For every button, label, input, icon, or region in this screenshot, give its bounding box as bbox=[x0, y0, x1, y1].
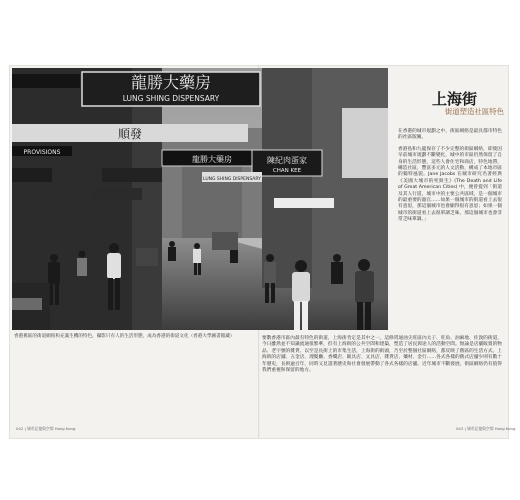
body-paragraph-1: 在香港的城市規劃之中，街區網絡是最具都市特色的社區版圖。 bbox=[398, 129, 502, 141]
sign-chan-kee-chinese: 陳紀肉蛋家 bbox=[267, 156, 307, 165]
sign-lung-shing-english: LUNG SHING DISPENSARY bbox=[122, 94, 220, 103]
sign-lung-shing-small-english: LUNG SHING DISPENSARY bbox=[203, 177, 261, 182]
sign-chan-kee-english: CHAN KEE bbox=[272, 168, 302, 174]
page-title: 上海街 bbox=[432, 90, 478, 108]
folio-right: 043 | 城市記憶與空間 Hong Kong bbox=[456, 426, 516, 431]
sign-provisions: PROVISIONS bbox=[23, 149, 61, 156]
street-photo bbox=[12, 68, 388, 330]
body-column-right bbox=[398, 129, 502, 229]
body-column-bottom bbox=[262, 336, 502, 374]
body-paragraph-3: 要數香港市區內最有特色的街道，上海街肯定是其中之一。這條貫通油尖旺區內太子、旺角、油麻地、佐敦的街道，今日雖然並不知識流通很繁華，但有上海街的公共空間和建築，塑造了居民與途人的活動空間。無論是店舖販賣的物品、老字號的雜貨、以至是長街上的市集生活，上海街的街頭，乃至於整個社區網絡，都反映了舊區的生活方式。上海街的店舖、五金店、理髮廳、香燭店、飯具店、文具店、雜貨店、藥材、金行……各式各樣的舊式店舖少則有數十年歷史，長則逾百年，同時又見證著歷史和社會發展帶動了各式各樣的店舖。近年城市不斷發展，街區網絡仍有值得我們重視和保留的地方。 bbox=[262, 336, 502, 374]
page-subtitle: 街道塑造社區特色 bbox=[444, 107, 504, 116]
sign-lung-shing-small-chinese: 龍勝大藥房 bbox=[192, 155, 232, 164]
body-paragraph-2: 香港島和九龍保存了不少完整的街區網絡，即使因早前城市規劃不斷變化，城中的市區仍然保留了自身的生活形態，這些人會住宅和商店，特色地帶，構造社區，豐富多元的人文活動，構成了本地市區的獨特風貌。Jane Jacobs 在城市研究名著經典《美國大城市的死與生》(The Death and Life of Great American Cities) 中，便曾提到「街道及其人行道，城市中的主要公共區域，是一個城市的最重要的器官……如果一個城市的街道看上去很有意思，那這個城市也會顯得很有意思；如果一個城市的街道看上去很單調乏味，那這個城市也會非常乏味單調。」 bbox=[398, 146, 502, 223]
folio-left: 042 | 城市記憶與空間 Hong Kong bbox=[16, 426, 76, 431]
photo-caption: 香港舊區的街道網絡和充滿生機的特色，攝影只有人的生活形態，成為香港的街道文化（香港大學圖書館藏） bbox=[14, 334, 235, 339]
sign-lung-shing-chinese: 龍勝大藥房 bbox=[130, 73, 212, 92]
sign-shun-fat: 順發 bbox=[117, 127, 143, 141]
